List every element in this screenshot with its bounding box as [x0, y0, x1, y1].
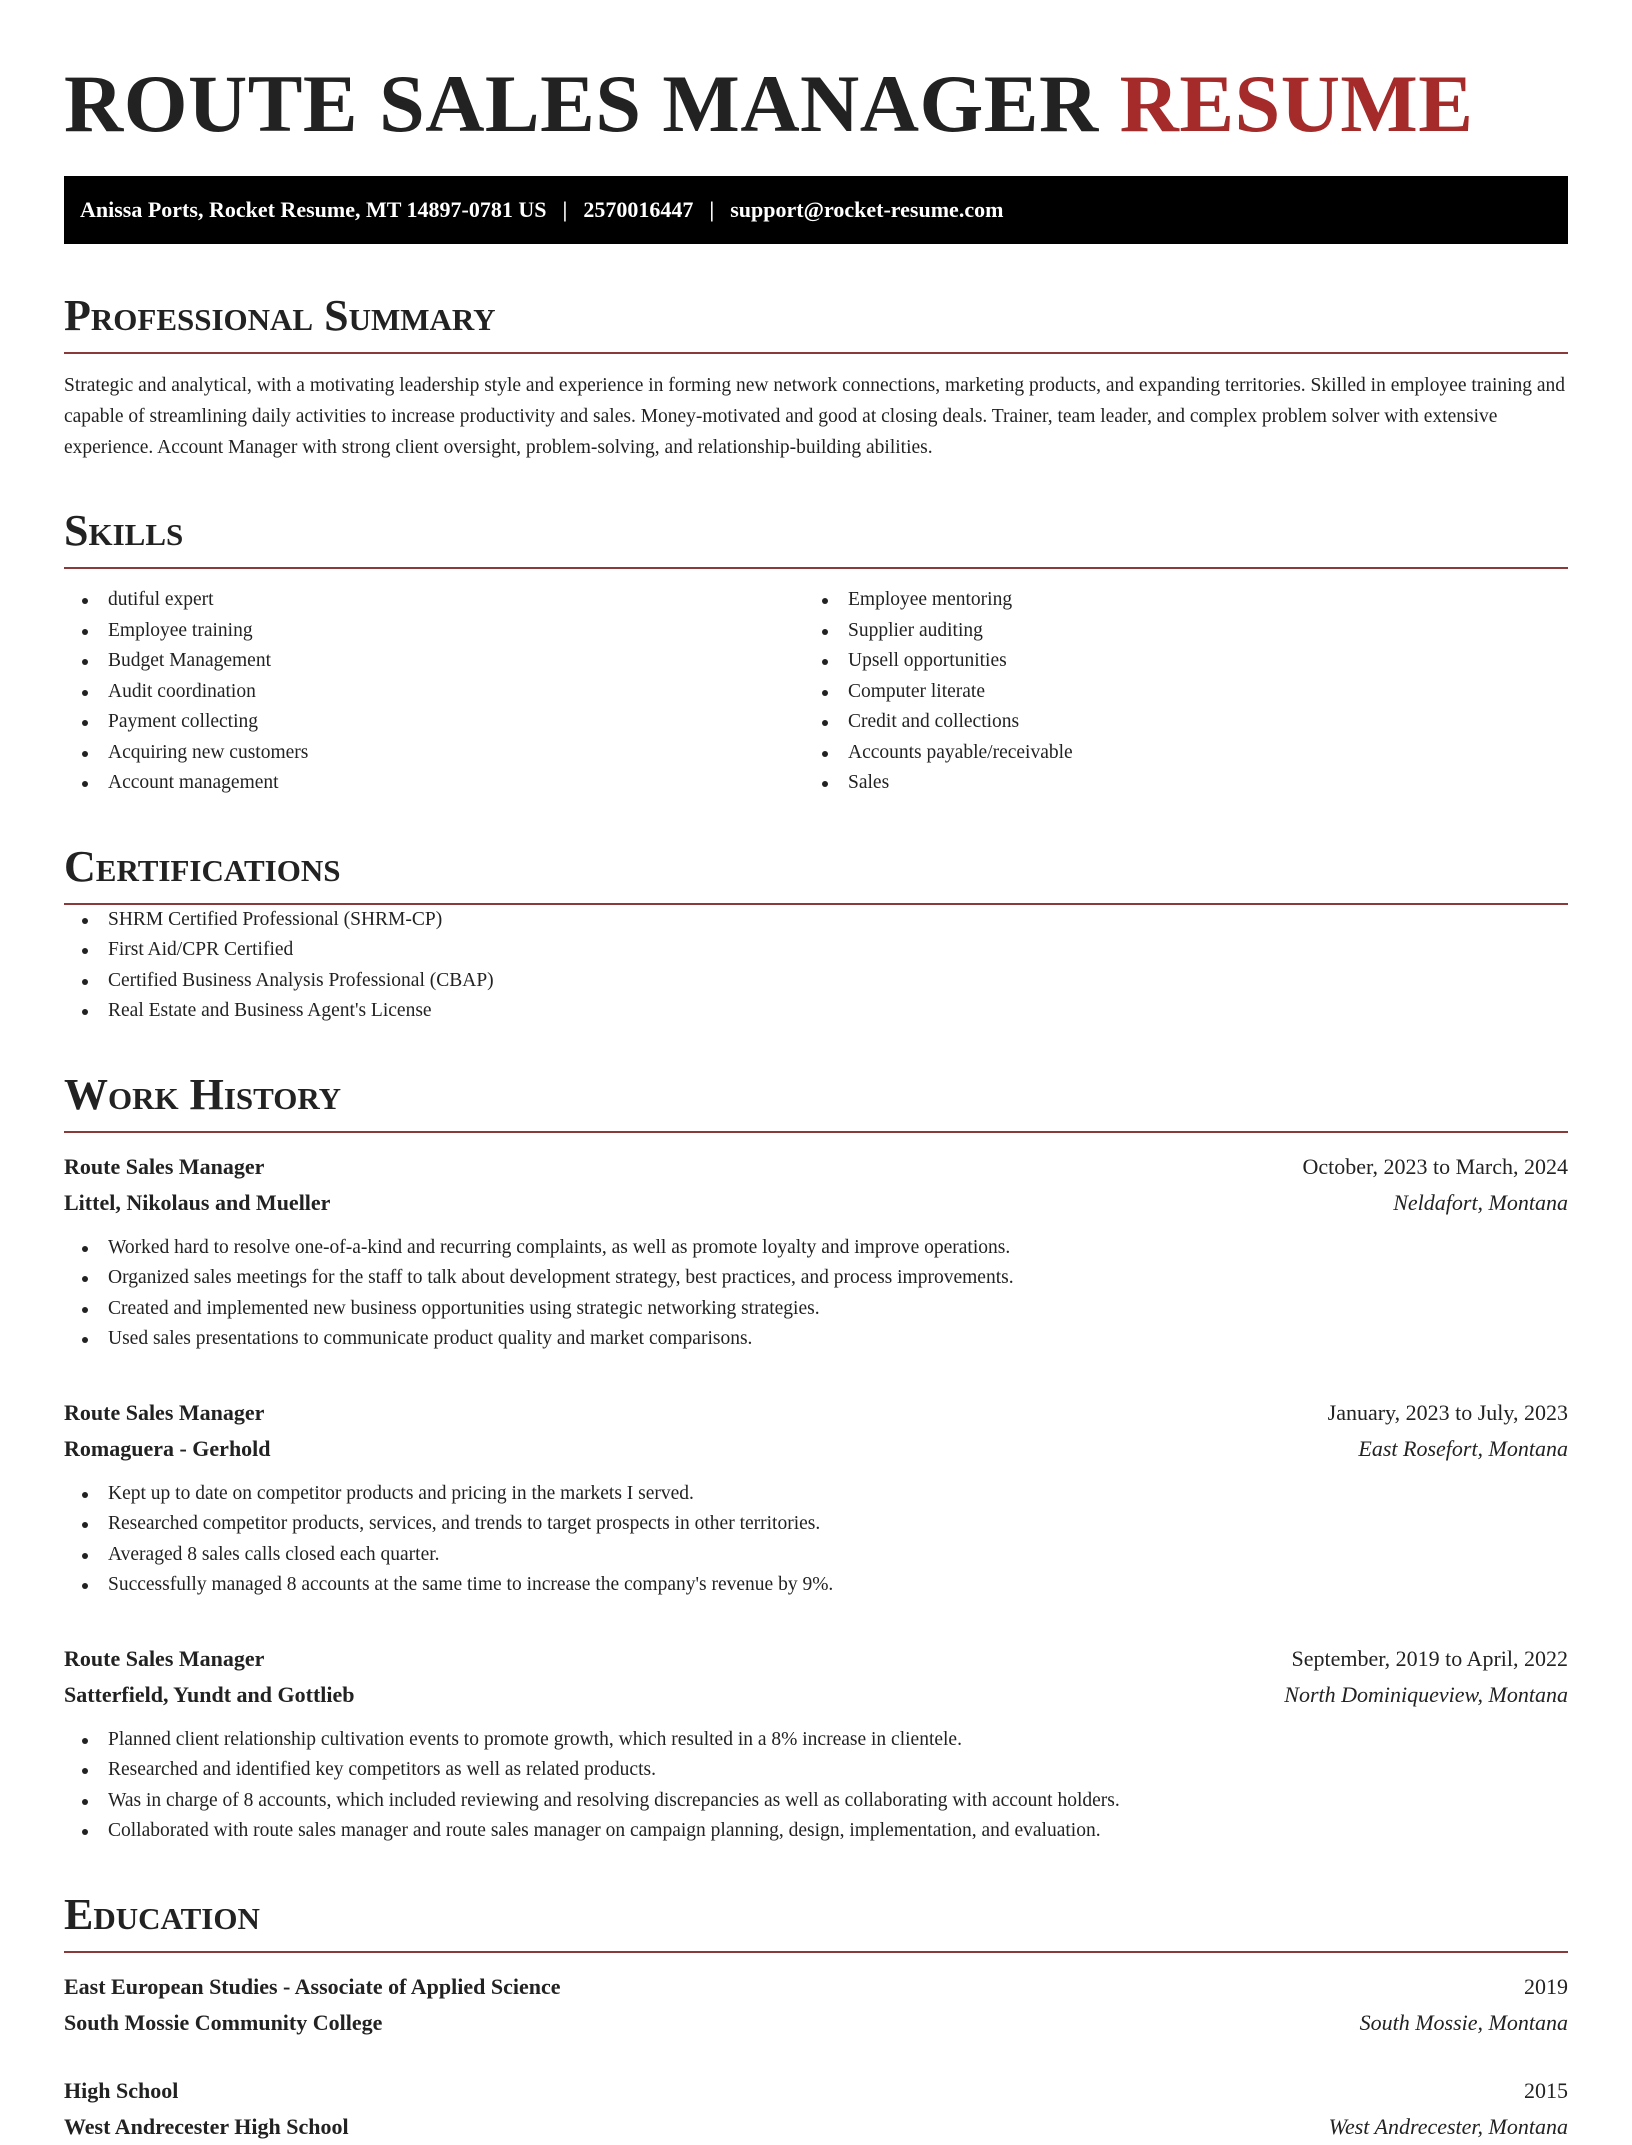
job-bullet: Collaborated with route sales manager and route sales manager on campaign planning, design, implementation, and evaluation.	[64, 1816, 1568, 1847]
contact-phone: 2570016447	[583, 197, 694, 222]
job-bullet: Kept up to date on competitor products and pricing in the markets I served.	[64, 1479, 1568, 1510]
resume-content	[64, 54, 1568, 2145]
job-company-row	[64, 1185, 1568, 1221]
contact-separator: |	[562, 197, 568, 222]
education-school-row	[64, 2109, 1568, 2145]
education-year: 2019	[1524, 1973, 1568, 1999]
education-school: South Mossie Community College	[64, 2009, 383, 2035]
education-school: West Andrecester High School	[64, 2113, 349, 2139]
job-bullets	[64, 1233, 1568, 1355]
summary-section	[64, 292, 1568, 463]
job-bullet: Researched competitor products, services, and trends to target prospects in other territories.	[64, 1509, 1568, 1540]
title-accent: RESUME	[1119, 58, 1474, 149]
job-location: North Dominiqueview, Montana	[1284, 1681, 1568, 1707]
skills-list-left	[64, 585, 804, 799]
education-school-row	[64, 2005, 1568, 2041]
contact-bar	[64, 176, 1568, 244]
job-dates: October, 2023 to March, 2024	[1302, 1153, 1568, 1179]
job-entry	[64, 1149, 1568, 1355]
job-bullet: Successfully managed 8 accounts at the same time to increase the company's revenue by 9%.	[64, 1570, 1568, 1601]
education-location: West Andrecester, Montana	[1328, 2113, 1568, 2139]
job-dates: January, 2023 to July, 2023	[1327, 1399, 1568, 1425]
skill-item: dutiful expert	[64, 585, 804, 616]
work-history-heading: Work History	[64, 1071, 1568, 1133]
skill-item: Audit coordination	[64, 677, 804, 708]
education-degree: East European Studies - Associate of Applied Science	[64, 1973, 561, 1999]
skill-item: Computer literate	[804, 677, 1544, 708]
job-entry	[64, 1395, 1568, 1601]
job-company: Satterfield, Yundt and Gottlieb	[64, 1681, 355, 1707]
summary-text: Strategic and analytical, with a motivating leadership style and experience in forming new network connections, marketing products, and expanding territories. Skilled in employee training and capable of streamlining daily activities to increase productivity and sales. Money-motivated and good at closing deals. Trainer, team leader, and complex problem solver with extensive experience. Account Manager with strong client oversight, problem-solving, and relationship-building abilities.	[64, 375, 1566, 458]
education-year: 2015	[1524, 2077, 1568, 2103]
job-bullets	[64, 1725, 1568, 1847]
skill-item: Sales	[804, 768, 1544, 799]
job-title: Route Sales Manager	[64, 1399, 265, 1425]
education-location: South Mossie, Montana	[1359, 2009, 1568, 2035]
job-company-row	[64, 1677, 1568, 1713]
skill-item: Account management	[64, 768, 804, 799]
certification-item: Real Estate and Business Agent's License	[64, 996, 1568, 1027]
job-header-row	[64, 1395, 1568, 1431]
job-entry	[64, 1641, 1568, 1847]
summary-heading: Professional Summary	[64, 292, 1568, 354]
skills-heading: Skills	[64, 507, 1568, 569]
title-main: ROUTE SALES MANAGER	[64, 58, 1099, 149]
job-bullet: Used sales presentations to communicate product quality and market comparisons.	[64, 1324, 1568, 1355]
education-entry	[64, 1969, 1568, 2041]
job-header-row	[64, 1641, 1568, 1677]
job-company: Littel, Nikolaus and Mueller	[64, 1189, 331, 1215]
contact-email: support@rocket-resume.com	[730, 197, 1004, 222]
work-history-section	[64, 1071, 1568, 1847]
job-bullet: Averaged 8 sales calls closed each quarter.	[64, 1540, 1568, 1571]
skill-item: Payment collecting	[64, 707, 804, 738]
job-location: East Rosefort, Montana	[1358, 1435, 1568, 1461]
skills-columns	[64, 585, 1568, 799]
job-bullet: Worked hard to resolve one-of-a-kind and recurring complaints, as well as promote loyalty and improve operations.	[64, 1233, 1568, 1264]
certification-item: SHRM Certified Professional (SHRM-CP)	[64, 905, 1568, 936]
skill-item: Acquiring new customers	[64, 738, 804, 769]
job-location: Neldafort, Montana	[1393, 1189, 1568, 1215]
education-degree-row	[64, 1969, 1568, 2005]
education-section	[64, 1891, 1568, 2145]
skill-item: Employee mentoring	[804, 585, 1544, 616]
education-entry	[64, 2073, 1568, 2145]
skill-item: Budget Management	[64, 646, 804, 677]
skill-item: Upsell opportunities	[804, 646, 1544, 677]
job-bullet: Organized sales meetings for the staff to talk about development strategy, best practices, and process improvements.	[64, 1263, 1568, 1294]
skills-list-right	[804, 585, 1544, 799]
contact-address: Anissa Ports, Rocket Resume, MT 14897-0781 US	[80, 197, 547, 222]
resume-title	[64, 54, 1568, 154]
skill-item: Employee training	[64, 616, 804, 647]
certification-item: First Aid/CPR Certified	[64, 935, 1568, 966]
job-title: Route Sales Manager	[64, 1153, 265, 1179]
certifications-section	[64, 843, 1568, 1027]
skill-item: Accounts payable/receivable	[804, 738, 1544, 769]
certification-item: Certified Business Analysis Professional (CBAP)	[64, 966, 1568, 997]
job-bullet: Created and implemented new business opportunities using strategic networking strategies.	[64, 1294, 1568, 1325]
job-bullet: Was in charge of 8 accounts, which included reviewing and resolving discrepancies as well as collaborating with account holders.	[64, 1786, 1568, 1817]
skills-section	[64, 507, 1568, 799]
education-heading: Education	[64, 1891, 1568, 1953]
certifications-list	[64, 905, 1568, 1027]
job-bullet: Researched and identified key competitors as well as related products.	[64, 1755, 1568, 1786]
job-company: Romaguera - Gerhold	[64, 1435, 271, 1461]
job-title: Route Sales Manager	[64, 1645, 265, 1671]
contact-separator: |	[709, 197, 715, 222]
skill-item: Credit and collections	[804, 707, 1544, 738]
skill-item: Supplier auditing	[804, 616, 1544, 647]
job-bullets	[64, 1479, 1568, 1601]
education-degree-row	[64, 2073, 1568, 2109]
job-company-row	[64, 1431, 1568, 1467]
job-header-row	[64, 1149, 1568, 1185]
job-dates: September, 2019 to April, 2022	[1291, 1645, 1568, 1671]
job-bullet: Planned client relationship cultivation events to promote growth, which resulted in a 8% increase in clientele.	[64, 1725, 1568, 1756]
education-degree: High School	[64, 2077, 179, 2103]
certifications-heading: Certifications	[64, 843, 1568, 905]
